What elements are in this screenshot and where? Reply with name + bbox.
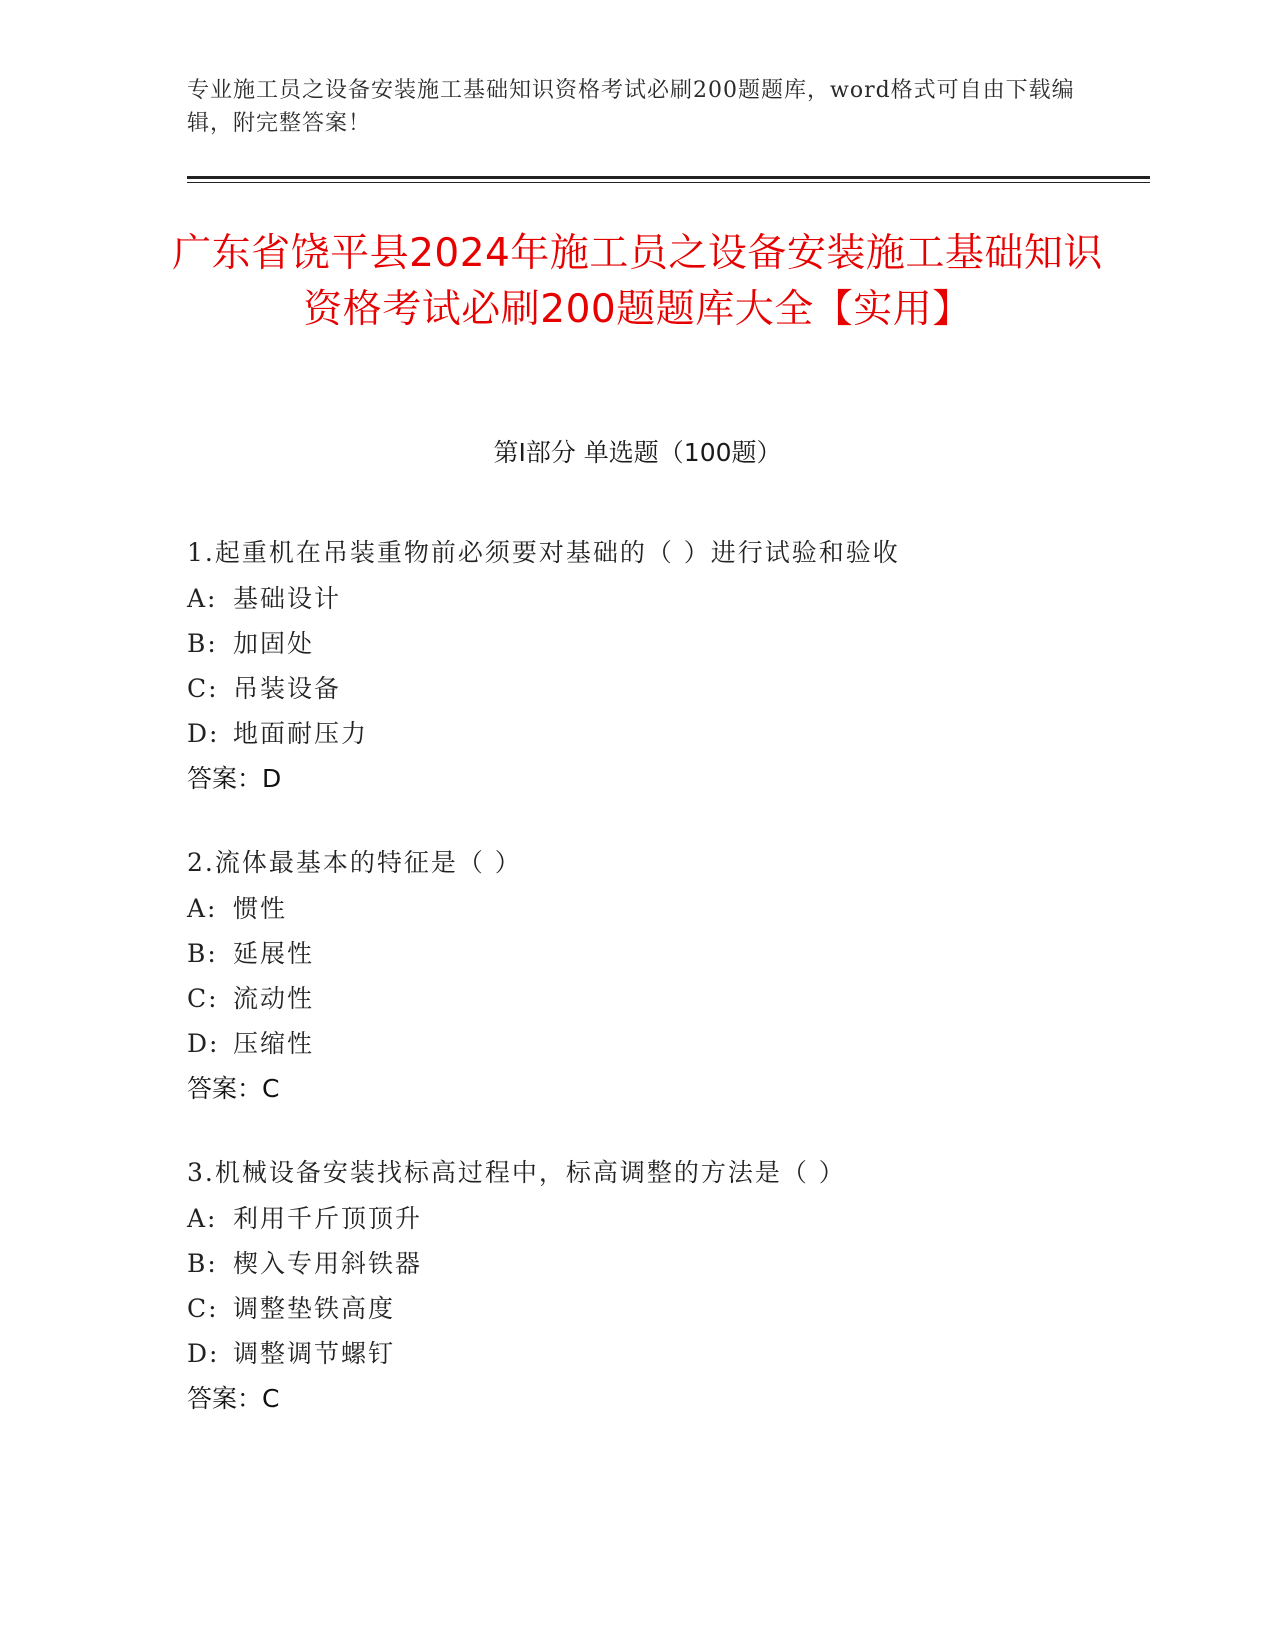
option-key: C: xyxy=(187,1294,219,1323)
option-c xyxy=(187,976,1147,1021)
question-stem: 3.机械设备安装找标高过程中，标高调整的方法是（ ） xyxy=(187,1158,846,1187)
question-stem: 1.起重机在吊装重物前必须要对基础的（ ）进行试验和验收 xyxy=(187,538,900,567)
question-stem: 2.流体最基本的特征是（ ） xyxy=(187,848,522,877)
option-key: A: xyxy=(187,1204,218,1233)
option-c xyxy=(187,1286,1147,1331)
answer-label: 答案： xyxy=(187,1384,263,1413)
answer-value: C xyxy=(262,1074,280,1103)
option-key: D: xyxy=(187,1339,220,1368)
option-text: 流动性 xyxy=(233,984,315,1013)
option-key: A: xyxy=(187,894,218,923)
option-key: B: xyxy=(187,629,218,658)
option-a xyxy=(187,576,1147,621)
question-1 xyxy=(187,530,1147,802)
option-text: 利用千斤顶顶升 xyxy=(233,1204,423,1233)
answer-value: D xyxy=(262,764,282,793)
option-key: B: xyxy=(187,1249,218,1278)
option-d xyxy=(187,1331,1147,1376)
answer-label: 答案： xyxy=(187,764,263,793)
option-d xyxy=(187,711,1147,756)
option-key: B: xyxy=(187,939,218,968)
option-key: C: xyxy=(187,674,219,703)
answer-line xyxy=(187,1376,1147,1422)
option-b xyxy=(187,621,1147,666)
header-divider-thick xyxy=(187,176,1150,179)
question-list xyxy=(187,530,1147,1460)
document-title: 广东省饶平县2024年施工员之设备安装施工基础知识资格考试必刷200题题库大全【实用】 xyxy=(172,231,1103,332)
option-text: 楔入专用斜铁器 xyxy=(233,1249,423,1278)
section-title: 第Ⅰ部分 单选题（100题） xyxy=(493,438,782,467)
option-key: C: xyxy=(187,984,219,1013)
answer-value: C xyxy=(262,1384,280,1413)
option-b xyxy=(187,1241,1147,1286)
question-3 xyxy=(187,1150,1147,1422)
header-note: 专业施工员之设备安装施工基础知识资格考试必刷200题题库，word格式可自由下载编辑，附完整答案！ xyxy=(187,78,1075,136)
option-a xyxy=(187,886,1147,931)
option-key: A: xyxy=(187,584,218,613)
option-key: D: xyxy=(187,719,220,748)
option-text: 地面耐压力 xyxy=(233,719,369,748)
answer-line xyxy=(187,1066,1147,1112)
option-text: 吊装设备 xyxy=(233,674,342,703)
option-d xyxy=(187,1021,1147,1066)
option-text: 压缩性 xyxy=(233,1029,315,1058)
option-c xyxy=(187,666,1147,711)
option-key: D: xyxy=(187,1029,220,1058)
option-text: 延展性 xyxy=(233,939,315,968)
option-text: 调整垫铁高度 xyxy=(233,1294,396,1323)
answer-label: 答案： xyxy=(187,1074,263,1103)
answer-line xyxy=(187,756,1147,802)
option-text: 加固处 xyxy=(233,629,315,658)
option-text: 基础设计 xyxy=(233,584,342,613)
header-divider-thin xyxy=(187,182,1150,183)
option-text: 惯性 xyxy=(233,894,288,923)
option-b xyxy=(187,931,1147,976)
option-text: 调整调节螺钉 xyxy=(233,1339,396,1368)
option-a xyxy=(187,1196,1147,1241)
question-2 xyxy=(187,840,1147,1112)
